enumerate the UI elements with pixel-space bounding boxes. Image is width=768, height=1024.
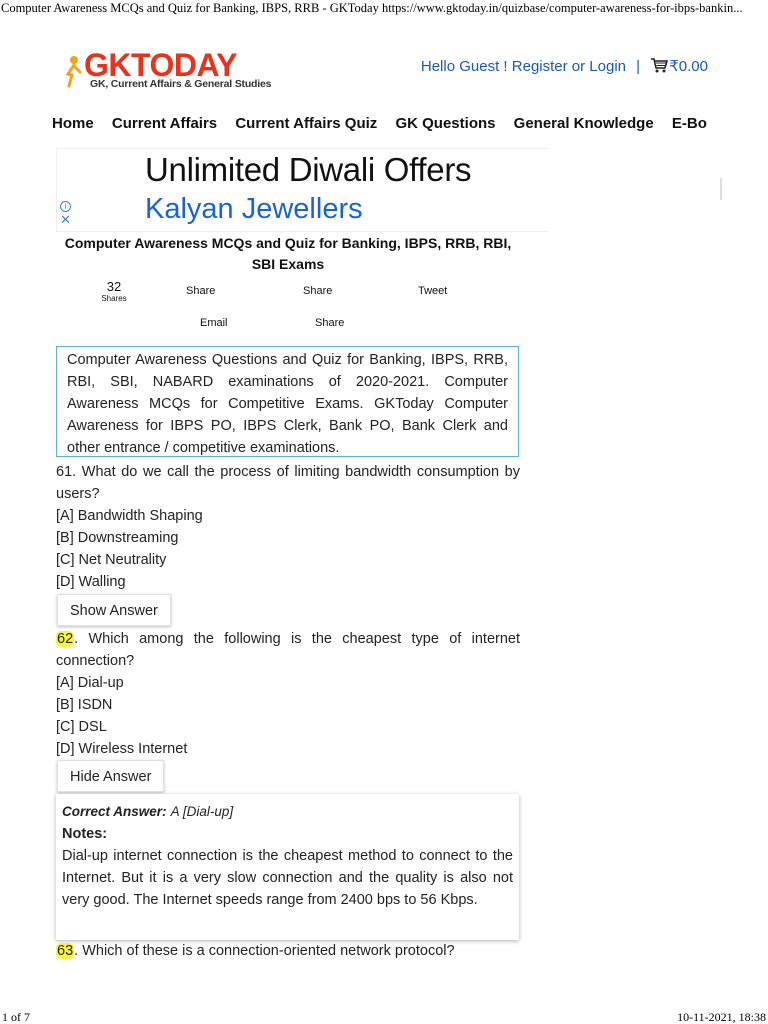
- advertisement-banner[interactable]: [56, 148, 548, 232]
- question-number: 61: [56, 464, 73, 480]
- option-b[interactable]: [B] ISDN: [56, 697, 113, 713]
- site-logo[interactable]: [60, 48, 270, 94]
- more-share-button[interactable]: Share: [315, 317, 345, 329]
- logo-wordmark: GKTODAY: [84, 47, 237, 83]
- nav-home[interactable]: Home: [52, 115, 94, 132]
- question-61: [56, 461, 520, 593]
- print-datetime: 10-11-2021, 18:38: [677, 1010, 766, 1024]
- option-a[interactable]: [A] Dial-up: [56, 675, 124, 691]
- correct-answer-label: Correct Answer:: [62, 804, 167, 819]
- option-b[interactable]: [B] Downstreaming: [56, 530, 179, 546]
- question-63: [56, 940, 520, 962]
- ad-advertiser: Kalyan Jewellers: [145, 193, 363, 225]
- notes-label: Notes:: [62, 826, 108, 842]
- answer-notes: Dial-up internet connection is the cheapest method to connect to the Internet. But it is a very slow connection and the quality is also not very good. The Internet speeds range from 2400 bps to 56 Kbps.: [62, 848, 513, 908]
- page-indicator: 1 of 7: [2, 1010, 30, 1024]
- main-nav: [52, 115, 724, 137]
- share-count: 32: [106, 279, 122, 294]
- option-c[interactable]: [C] Net Neutrality: [56, 552, 167, 568]
- nav-current-affairs[interactable]: Current Affairs: [111, 115, 218, 132]
- cart-link[interactable]: [650, 58, 708, 75]
- account-bar: [421, 57, 708, 75]
- whatsapp-share-button[interactable]: Share: [303, 285, 333, 297]
- question-number: 62: [57, 631, 74, 647]
- show-answer-button[interactable]: Show Answer: [57, 594, 171, 626]
- ad-close-icon[interactable]: ✕: [60, 212, 71, 227]
- facebook-share-button[interactable]: Share: [186, 285, 216, 297]
- hide-answer-button[interactable]: Hide Answer: [57, 760, 164, 792]
- ad-headline: Unlimited Diwali Offers: [145, 151, 472, 188]
- share-count-label: Shares: [101, 294, 127, 303]
- question-62: [56, 628, 520, 760]
- question-text: 62. Which among the following is the cheapest type of internet connection?: [56, 631, 520, 669]
- tweet-button[interactable]: Tweet: [418, 285, 448, 297]
- cart-total: ₹0.00: [669, 58, 708, 75]
- question-text: 63. Which of these is a connection-oriented network protocol?: [57, 943, 455, 959]
- print-header: Computer Awareness MCQs and Quiz for Banking, IBPS, RRB - GKToday https://www.gktoday.in/quizbase/computer-awareness-for-ibps-bankin...: [1, 1, 743, 15]
- logo-tagline: GK, Current Affairs & General Studies: [90, 78, 272, 90]
- page-title: Computer Awareness MCQs and Quiz for Banking, IBPS, RRB, RBI, SBI Exams: [64, 235, 512, 272]
- cart-icon: [650, 57, 668, 73]
- share-counter: [98, 280, 130, 304]
- answer-panel: [56, 794, 519, 940]
- ad-info-icon[interactable]: i: [60, 201, 71, 212]
- option-c[interactable]: [C] DSL: [56, 719, 107, 735]
- correct-answer-value: A [Dial-up]: [170, 804, 234, 819]
- question-number: 63: [57, 943, 74, 959]
- register-login-link[interactable]: Register or Login: [511, 58, 626, 75]
- option-d[interactable]: [D] Walling: [56, 574, 126, 590]
- ad-edge-divider: [720, 178, 722, 200]
- nav-gk-questions[interactable]: GK Questions: [395, 115, 496, 132]
- nav-current-affairs-quiz[interactable]: Current Affairs Quiz: [235, 115, 378, 132]
- option-a[interactable]: [A] Bandwidth Shaping: [56, 508, 203, 524]
- email-share-button[interactable]: Email: [200, 317, 228, 329]
- print-footer: [0, 1010, 768, 1024]
- question-text: 61. What do we call the process of limiting bandwidth consumption by users?: [56, 464, 520, 502]
- separator: |: [636, 58, 641, 75]
- nav-general-knowledge[interactable]: General Knowledge: [513, 115, 654, 132]
- option-d[interactable]: [D] Wireless Internet: [56, 741, 188, 757]
- intro-box: Computer Awareness Questions and Quiz for Banking, IBPS, RRB, RBI, SBI, NABARD examinations of 2020-2021. Computer Awareness MCQs for Competitive Exams. GKToday Computer Awareness for IBPS PO, IBPS Clerk, Bank PO, Bank Clerk and other entrance / competitive examinations.: [56, 346, 519, 457]
- greeting: Hello Guest !: [420, 58, 508, 75]
- nav-ebooks[interactable]: E-Bo: [671, 115, 707, 132]
